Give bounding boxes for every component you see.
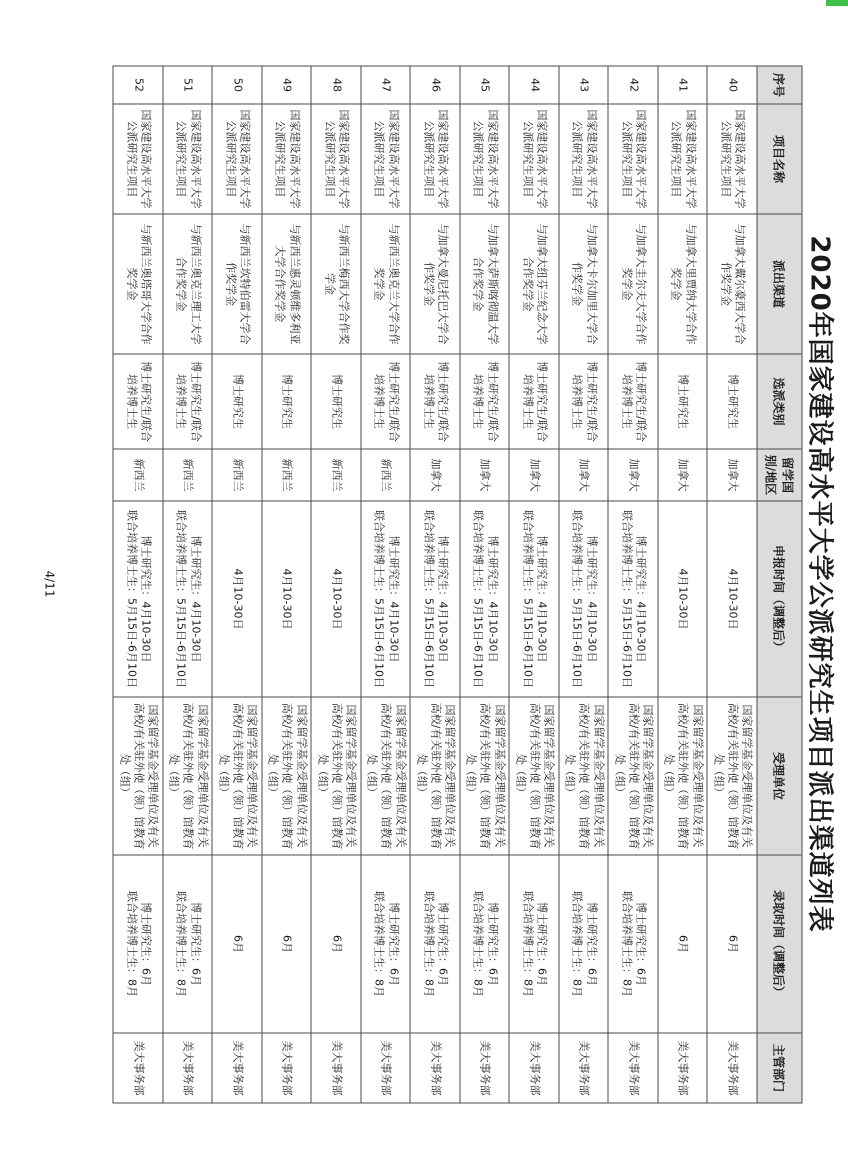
admit-time-line: 博士研究生：6月 — [634, 902, 648, 986]
row-number: 42 — [608, 66, 658, 104]
apply-time-line: 4月10-30日 — [280, 568, 294, 630]
table-row — [559, 66, 609, 1103]
apply-time-line: 博士研究生：4月10-30日 — [386, 535, 400, 663]
apply-time-line: 博士研究生：4月10-30日 — [188, 535, 202, 663]
apply-time-line: 4月10-30日 — [329, 568, 343, 630]
admit-time-line: 博士研究生：6月 — [535, 902, 549, 986]
admit-time-line: 博士研究生：6月 — [188, 902, 202, 986]
dispatch-channel: 与新西兰惠灵顿维多利亚大学合作奖学金 — [262, 214, 312, 354]
apply-time-line: 博士研究生：4月10-30日 — [139, 535, 153, 663]
apply-time-line: 博士研究生：4月10-30日 — [436, 535, 450, 663]
admit-time — [559, 855, 609, 1033]
study-country: 新西兰 — [311, 449, 361, 501]
table-row — [163, 66, 213, 1103]
accepting-unit: 国家留学基金受理单位及有关高校/有关驻外使（领）馆教育处（组） — [608, 697, 658, 855]
header-country: 留学国别/地区 — [757, 449, 802, 501]
project-name: 国家建设高水平大学公派研究生项目 — [559, 104, 609, 214]
header-unit: 受理单位 — [757, 697, 802, 855]
row-number: 41 — [658, 66, 708, 104]
table-row — [707, 66, 757, 1103]
accepting-unit: 国家留学基金受理单位及有关高校/有关驻外使（领）馆教育处（组） — [113, 697, 163, 855]
apply-time — [262, 501, 312, 697]
admit-time-line: 6月 — [676, 935, 690, 953]
apply-time-line: 4月10-30日 — [230, 568, 244, 630]
managing-dept: 美大事务部 — [410, 1033, 460, 1103]
accepting-unit: 国家留学基金受理单位及有关高校/有关驻外使（领）馆教育处（组） — [311, 697, 361, 855]
selection-category: 博士研究生/联合培养博士生 — [509, 354, 559, 449]
managing-dept: 美大事务部 — [311, 1033, 361, 1103]
project-name: 国家建设高水平大学公派研究生项目 — [311, 104, 361, 214]
selection-category: 博士研究生 — [212, 354, 262, 449]
table-row — [262, 66, 312, 1103]
selection-category: 博士研究生/联合培养博士生 — [559, 354, 609, 449]
dispatch-channel: 与加拿大圭尔夫大学合作奖学金 — [608, 214, 658, 354]
dispatch-channel: 与新西兰坎特伯雷大学合作奖学金 — [212, 214, 262, 354]
study-country: 新西兰 — [361, 449, 411, 501]
header-admit-time: 录取时间（调整后） — [757, 855, 802, 1033]
header-no: 序号 — [757, 66, 802, 104]
study-country: 新西兰 — [163, 449, 213, 501]
project-name: 国家建设高水平大学公派研究生项目 — [163, 104, 213, 214]
admit-time — [707, 855, 757, 1033]
admit-time-line: 联合培养博士生：8月 — [570, 891, 584, 997]
dispatch-channel: 与新西兰奥克兰大学合作奖学金 — [361, 214, 411, 354]
admit-time — [460, 855, 510, 1033]
project-name: 国家建设高水平大学公派研究生项目 — [608, 104, 658, 214]
header-category: 选派类别 — [757, 354, 802, 449]
channel-table — [113, 66, 803, 1104]
row-number: 49 — [262, 66, 312, 104]
header-dept: 主管部门 — [757, 1033, 802, 1103]
admit-time — [212, 855, 262, 1033]
row-number: 47 — [361, 66, 411, 104]
table-header-row — [757, 66, 802, 1103]
table-row — [212, 66, 262, 1103]
table-row — [658, 66, 708, 1103]
admit-time-line: 联合培养博士生：8月 — [124, 891, 138, 997]
admit-time-line: 博士研究生：6月 — [139, 902, 153, 986]
admit-time-line: 博士研究生：6月 — [386, 902, 400, 986]
accepting-unit: 国家留学基金受理单位及有关高校/有关驻外使（领）馆教育处（组） — [509, 697, 559, 855]
selection-category: 博士研究生/联合培养博士生 — [460, 354, 510, 449]
dispatch-channel: 与新西兰奥塔哥大学合作奖学金 — [113, 214, 163, 354]
table-row — [410, 66, 460, 1103]
table-row — [509, 66, 559, 1103]
study-country: 新西兰 — [113, 449, 163, 501]
row-number: 43 — [559, 66, 609, 104]
accepting-unit: 国家留学基金受理单位及有关高校/有关驻外使（领）馆教育处（组） — [460, 697, 510, 855]
study-country: 加拿大 — [707, 449, 757, 501]
apply-time-line: 4月10-30日 — [676, 568, 690, 630]
page-title: 2020年国家建设高水平大学公派研究生项目派出渠道列表 — [804, 235, 834, 933]
selection-category: 博士研究生/联合培养博士生 — [608, 354, 658, 449]
project-name: 国家建设高水平大学公派研究生项目 — [361, 104, 411, 214]
admit-time — [113, 855, 163, 1033]
row-number: 40 — [707, 66, 757, 104]
table-row — [361, 66, 411, 1103]
project-name: 国家建设高水平大学公派研究生项目 — [212, 104, 262, 214]
row-number: 48 — [311, 66, 361, 104]
dispatch-channel: 与加拿大里贾纳大学合作奖学金 — [658, 214, 708, 354]
apply-time-line: 联合培养博士生：5月15日-6月10日 — [619, 510, 633, 688]
study-country: 新西兰 — [262, 449, 312, 501]
managing-dept: 美大事务部 — [707, 1033, 757, 1103]
admit-time-line: 联合培养博士生：8月 — [174, 891, 188, 997]
admit-time-line: 博士研究生：6月 — [436, 902, 450, 986]
study-country: 加拿大 — [658, 449, 708, 501]
admit-time-line: 6月 — [725, 935, 739, 953]
apply-time-line: 联合培养博士生：5月15日-6月10日 — [520, 510, 534, 688]
dispatch-channel: 与加拿大卡尔加里大学合作奖学金 — [559, 214, 609, 354]
project-name: 国家建设高水平大学公派研究生项目 — [262, 104, 312, 214]
managing-dept: 美大事务部 — [212, 1033, 262, 1103]
admit-time — [163, 855, 213, 1033]
admit-time-line: 联合培养博士生：8月 — [471, 891, 485, 997]
row-number: 51 — [163, 66, 213, 104]
apply-time — [212, 501, 262, 697]
admit-time — [311, 855, 361, 1033]
dispatch-channel: 与新西兰梅西大学合作奖学金 — [311, 214, 361, 354]
page-number: 4/11 — [42, 570, 56, 598]
accepting-unit: 国家留学基金受理单位及有关高校/有关驻外使（领）馆教育处（组） — [658, 697, 708, 855]
admit-time — [608, 855, 658, 1033]
accepting-unit: 国家留学基金受理单位及有关高校/有关驻外使（领）馆教育处（组） — [212, 697, 262, 855]
dispatch-channel: 与新西兰奥克兰理工大学合作奖学金 — [163, 214, 213, 354]
managing-dept: 美大事务部 — [460, 1033, 510, 1103]
admit-time-line: 6月 — [280, 935, 294, 953]
admit-time-line: 博士研究生：6月 — [485, 902, 499, 986]
admit-time — [410, 855, 460, 1033]
apply-time — [608, 501, 658, 697]
row-number: 46 — [410, 66, 460, 104]
project-name: 国家建设高水平大学公派研究生项目 — [460, 104, 510, 214]
selection-category: 博士研究生 — [262, 354, 312, 449]
selection-category: 博士研究生 — [658, 354, 708, 449]
apply-time-line: 4月10-30日 — [725, 568, 739, 630]
table-row — [608, 66, 658, 1103]
apply-time — [460, 501, 510, 697]
table-row — [311, 66, 361, 1103]
admit-time — [262, 855, 312, 1033]
project-name: 国家建设高水平大学公派研究生项目 — [113, 104, 163, 214]
apply-time-line: 联合培养博士生：5月15日-6月10日 — [471, 510, 485, 688]
admit-time-line: 博士研究生：6月 — [584, 902, 598, 986]
apply-time-line: 博士研究生：4月10-30日 — [485, 535, 499, 663]
admit-time — [509, 855, 559, 1033]
managing-dept: 美大事务部 — [163, 1033, 213, 1103]
dispatch-channel: 与加拿大纽芬兰纪念大学合作奖学金 — [509, 214, 559, 354]
admit-time-line: 6月 — [230, 935, 244, 953]
managing-dept: 美大事务部 — [113, 1033, 163, 1103]
study-country: 加拿大 — [608, 449, 658, 501]
apply-time-line: 博士研究生：4月10-30日 — [535, 535, 549, 663]
apply-time-line: 联合培养博士生：5月15日-6月10日 — [421, 510, 435, 688]
apply-time — [361, 501, 411, 697]
accepting-unit: 国家留学基金受理单位及有关高校/有关驻外使（领）馆教育处（组） — [410, 697, 460, 855]
apply-time — [311, 501, 361, 697]
study-country: 加拿大 — [509, 449, 559, 501]
dispatch-channel: 与加拿大戴尔豪西大学合作奖学金 — [707, 214, 757, 354]
admit-time-line: 联合培养博士生：8月 — [520, 891, 534, 997]
admit-time-line: 联合培养博士生：8月 — [372, 891, 386, 997]
study-country: 加拿大 — [559, 449, 609, 501]
row-number: 52 — [113, 66, 163, 104]
apply-time-line: 联合培养博士生：5月15日-6月10日 — [372, 510, 386, 688]
project-name: 国家建设高水平大学公派研究生项目 — [707, 104, 757, 214]
apply-time — [559, 501, 609, 697]
admit-time — [361, 855, 411, 1033]
apply-time-line: 博士研究生：4月10-30日 — [584, 535, 598, 663]
apply-time-line: 博士研究生：4月10-30日 — [634, 535, 648, 663]
apply-time-line: 联合培养博士生：5月15日-6月10日 — [570, 510, 584, 688]
table-body — [113, 66, 757, 1103]
study-country: 新西兰 — [212, 449, 262, 501]
project-name: 国家建设高水平大学公派研究生项目 — [410, 104, 460, 214]
row-number: 50 — [212, 66, 262, 104]
header-project: 项目名称 — [757, 104, 802, 214]
row-number: 45 — [460, 66, 510, 104]
selection-category: 博士研究生/联合培养博士生 — [163, 354, 213, 449]
managing-dept: 美大事务部 — [262, 1033, 312, 1103]
project-name: 国家建设高水平大学公派研究生项目 — [658, 104, 708, 214]
admit-time-line: 6月 — [329, 935, 343, 953]
header-channel: 派出渠道 — [757, 214, 802, 354]
apply-time — [707, 501, 757, 697]
apply-time — [509, 501, 559, 697]
apply-time — [658, 501, 708, 697]
admit-time-line: 联合培养博士生：8月 — [421, 891, 435, 997]
selection-category: 博士研究生/联合培养博士生 — [410, 354, 460, 449]
table-row — [113, 66, 163, 1103]
study-country: 加拿大 — [410, 449, 460, 501]
accepting-unit: 国家留学基金受理单位及有关高校/有关驻外使（领）馆教育处（组） — [163, 697, 213, 855]
selection-category: 博士研究生/联合培养博士生 — [361, 354, 411, 449]
row-number: 44 — [509, 66, 559, 104]
header-apply-time: 申报时间（调整后） — [757, 501, 802, 697]
apply-time-line: 联合培养博士生：5月15日-6月10日 — [124, 510, 138, 688]
apply-time-line: 联合培养博士生：5月15日-6月10日 — [174, 510, 188, 688]
accepting-unit: 国家留学基金受理单位及有关高校/有关驻外使（领）馆教育处（组） — [559, 697, 609, 855]
admit-time-line: 联合培养博士生：8月 — [619, 891, 633, 997]
selection-category: 博士研究生 — [707, 354, 757, 449]
managing-dept: 美大事务部 — [608, 1033, 658, 1103]
study-country: 加拿大 — [460, 449, 510, 501]
accepting-unit: 国家留学基金受理单位及有关高校/有关驻外使（领）馆教育处（组） — [262, 697, 312, 855]
managing-dept: 美大事务部 — [361, 1033, 411, 1103]
dispatch-channel: 与加拿大曼尼托巴大学合作奖学金 — [410, 214, 460, 354]
apply-time — [410, 501, 460, 697]
table-row — [460, 66, 510, 1103]
managing-dept: 美大事务部 — [509, 1033, 559, 1103]
managing-dept: 美大事务部 — [658, 1033, 708, 1103]
accepting-unit: 国家留学基金受理单位及有关高校/有关驻外使（领）馆教育处（组） — [707, 697, 757, 855]
admit-time — [658, 855, 708, 1033]
apply-time — [113, 501, 163, 697]
managing-dept: 美大事务部 — [559, 1033, 609, 1103]
selection-category: 博士研究生/联合培养博士生 — [113, 354, 163, 449]
selection-category: 博士研究生 — [311, 354, 361, 449]
project-name: 国家建设高水平大学公派研究生项目 — [509, 104, 559, 214]
accepting-unit: 国家留学基金受理单位及有关高校/有关驻外使（领）馆教育处（组） — [361, 697, 411, 855]
dispatch-channel: 与加拿大萨斯喀彻温大学合作奖学金 — [460, 214, 510, 354]
apply-time — [163, 501, 213, 697]
